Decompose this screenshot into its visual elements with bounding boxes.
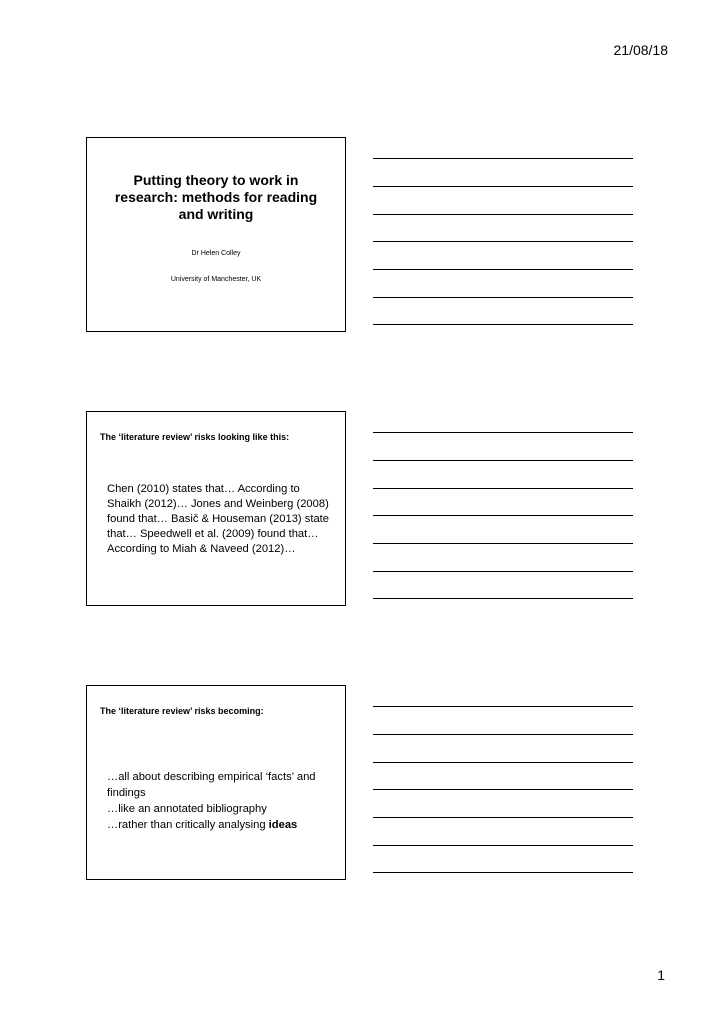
note-line: [373, 297, 633, 298]
note-line: [373, 432, 633, 433]
note-line: [373, 158, 633, 159]
bullet-emphasis: ideas: [268, 819, 298, 831]
note-line: [373, 706, 633, 707]
note-line: [373, 571, 633, 572]
slide-body: Chen (2010) states that… According to Shaikh (2012)… Jones and Weinberg (2008) found that… Basič & Houseman (2013) state that… Speedwell et al. (2009) found that… According to Miah & Naveed (2012)…: [107, 483, 330, 555]
slide-bullet: …all about describing empirical ‘facts’ and findings: [107, 771, 316, 799]
slide-heading: The ‘literature review’ risks becoming:: [100, 706, 264, 716]
slide-bullet: …like an annotated bibliography: [107, 803, 267, 815]
note-line: [373, 269, 633, 270]
slide-thumbnail-2: [86, 411, 346, 606]
note-line: [373, 186, 633, 187]
note-line: [373, 734, 633, 735]
note-line: [373, 543, 633, 544]
slide-thumbnail-3: [86, 685, 346, 880]
slide-title: Putting theory to work in research: methods for reading and writing: [114, 172, 318, 222]
note-line: [373, 214, 633, 215]
page-date: 21/08/18: [613, 42, 668, 58]
note-line: [373, 872, 633, 873]
slide-institution: University of Manchester, UK: [170, 276, 262, 283]
note-line: [373, 241, 633, 242]
slide-thumbnail-1: [86, 137, 346, 332]
note-line: [373, 324, 633, 325]
slide-bullet: [107, 817, 332, 833]
page-number: 1: [657, 967, 665, 983]
slide-body: [107, 769, 332, 833]
slide-heading: The ‘literature review’ risks looking like this:: [100, 432, 290, 442]
note-line: [373, 460, 633, 461]
note-line: [373, 762, 633, 763]
note-line: [373, 789, 633, 790]
note-line: [373, 817, 633, 818]
note-line: [373, 598, 633, 599]
bullet-text: …rather than critically analysing: [107, 819, 269, 831]
note-line: [373, 515, 633, 516]
note-line: [373, 488, 633, 489]
note-line: [373, 845, 633, 846]
slide-author: Dr Helen Colley: [191, 250, 241, 257]
